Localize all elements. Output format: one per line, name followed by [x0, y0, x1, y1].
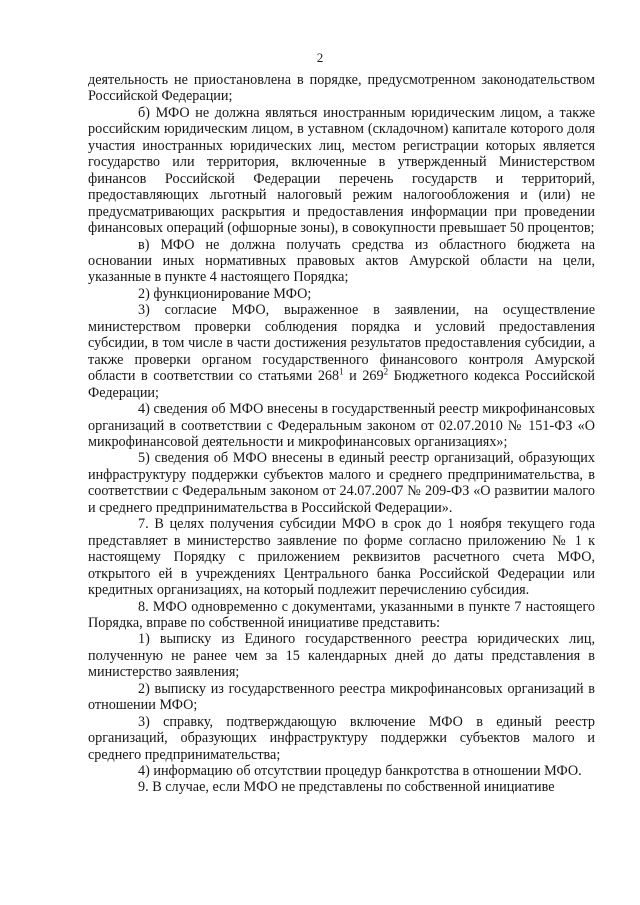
superscript-2: 2	[383, 366, 389, 377]
paragraph-item-3-mid: и 269	[343, 368, 384, 385]
paragraph-item-4: 4) сведения об МФО внесены в государственный реестр микрофинансовых организаций в соответствии с Федеральным законом от 02.07.2010 № 151-ФЗ «О микрофинансовой деятельности и микрофинансовых организациях»;	[88, 401, 595, 450]
paragraph-clause-8: 8. МФО одновременно с документами, указанными в пункте 7 настоящего Порядка, вправе по собственной инициативе представить:	[88, 598, 595, 631]
paragraph-continuation: деятельность не приостановлена в порядке, предусмотренном законодательством Российской Федерации;	[88, 72, 595, 105]
document-body	[88, 72, 595, 796]
paragraph-item-2: 2) функционирование МФО;	[138, 285, 312, 302]
paragraph-list-1: 1) выписку из Единого государственного реестра юридических лиц, полученную не ранее чем за 15 календарных дней до даты представления в министерство заявления;	[88, 631, 595, 681]
paragraph-list-4: 4) информацию об отсутствии процедур банкротства в отношении МФО.	[138, 763, 582, 780]
paragraph-item-3-text: 3) согласие МФО, выраженное в заявлении, на осуществление министерством проверки соблюдения порядка и условий предоставления субсидии, в том числе в части достижения результатов предоставления субсидии, а также проверки органом государственного финансового контроля Амурской области в соответствии со статьями 268	[88, 302, 595, 385]
paragraph-clause-7: 7. В целях получения субсидии МФО в срок до 1 ноября текущего года представляет в министерство заявление по форме согласно приложению № 1 к настоящему Порядку с приложением реквизитов расчетного счета МФО, открытого ей в учреждениях Центрального банка Российской Федерации или кредитных организациях, на который подлежит перечислению субсидия.	[88, 516, 595, 599]
superscript-1: 1	[339, 366, 344, 377]
paragraph-item-b: б) МФО не должна являться иностранным юридическим лицом, а также российским юридическим лицом, в уставном (складочном) капитале которого доля участия иностранных юридических лиц, местом регистрации которых является государство или территория, включенные в утвержденный Министерством финансов Российской Федерации перечень государств и территорий, предоставляющих льготный налоговый режим налогообложения и (или) не предусматривающих раскрытия и предоставления информации при проведении финансовых операций (офшорные зоны), в совокупности превышает 50 процентов;	[88, 104, 595, 237]
paragraph-list-3: 3) справку, подтверждающую включение МФО в единый реестр организаций, образующих инфраструктуру поддержки субъектов малого и среднего предпринимательства;	[88, 713, 595, 763]
page-number: 2	[316, 50, 324, 65]
paragraph-clause-9: 9. В случае, если МФО не представлены по собственной инициативе	[138, 779, 555, 796]
paragraph-item-3-tail: Бюджетного кодекса Российской Федерации;	[88, 368, 596, 401]
paragraph-list-2: 2) выписку из государственного реестра микрофинансовых организаций в отношении МФО;	[88, 680, 595, 714]
paragraph-item-3	[88, 302, 595, 401]
paragraph-item-v: в) МФО не должна получать средства из областного бюджета на основании иных нормативных правовых актов Амурской области на цели, указанные в пункте 4 настоящего Порядка;	[88, 236, 595, 286]
paragraph-item-5: 5) сведения об МФО внесены в единый реестр организаций, образующих инфраструктуру поддержки субъектов малого и среднего предпринимательства, в соответствии с Федеральным законом от 24.07.2007 № 209-ФЗ «О развитии малого и среднего предпринимательства в Российской Федерации».	[88, 450, 595, 516]
